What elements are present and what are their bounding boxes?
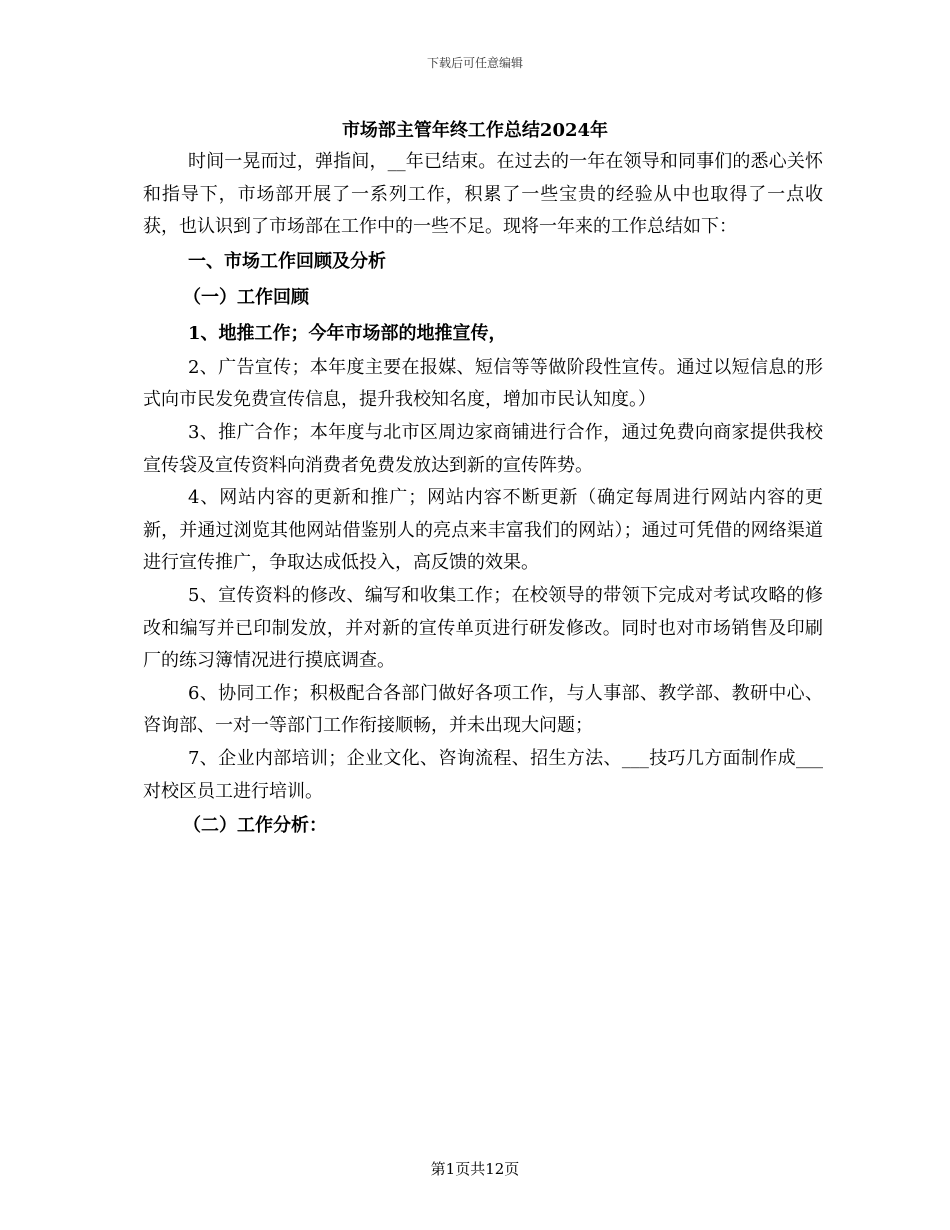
item-paragraph-bold: 1、地推工作；今年市场部的地推宣传， [188, 322, 507, 344]
section-heading: 一、市场工作回顾及分析 [188, 250, 386, 272]
item-paragraph: 5、宣传资料的修改、编写和收集工作；在校领导的带领下完成对考试攻略的修改和编写并已印制发放，并对新的宣传单页进行研发修改。同时也对市场销售及印刷厂的练习簿情况进行摸底调查。 [143, 584, 823, 672]
intro-paragraph: 时间一晃而过，弹指间，__年已结束。在过去的一年在领导和同事们的悉心关怀和指导下，市场部开展了一系列工作，积累了一些宝贵的经验从中也取得了一点收获，也认识到了市场部在工作中的一些不足。现将一年来的工作总结如下： [143, 151, 823, 238]
item-paragraph: 7、企业内部培训；企业文化、咨询流程、招生方法、___技巧几方面制作成___对校区员工进行培训。 [143, 747, 823, 802]
document-body [143, 146, 823, 844]
item-paragraph: 2、广告宣传；本年度主要在报媒、短信等等做阶段性宣传。通过以短信息的形式向市民发免费宣传信息，提升我校知名度，增加市民认知度。） [143, 356, 823, 411]
subsection-heading: （二）工作分析： [183, 815, 327, 837]
document-title: 市场部主管年终工作总结2024年 [341, 120, 609, 141]
item-paragraph: 4、网站内容的更新和推广；网站内容不断更新（确定每周进行网站内容的更新，并通过浏览其他网站借鉴别人的亮点来丰富我们的网站）；通过可凭借的网络渠道进行宣传推广，争取达成低投入，高反馈的效果。 [143, 487, 823, 574]
page-header-note: 下载后可任意编辑 [426, 56, 523, 70]
page-number: 第1页共12页 [430, 1160, 520, 1178]
item-paragraph: 6、协同工作；积极配合各部门做好各项工作，与人事部、教学部、教研中心、咨询部、一对一等部门工作衔接顺畅，并未出现大问题； [143, 682, 823, 737]
subsection-heading: （一）工作回顾 [183, 286, 309, 308]
item-paragraph: 3、推广合作；本年度与北市区周边家商铺进行合作，通过免费向商家提供我校宣传袋及宣传资料向消费者免费发放达到新的宣传阵势。 [143, 421, 823, 476]
